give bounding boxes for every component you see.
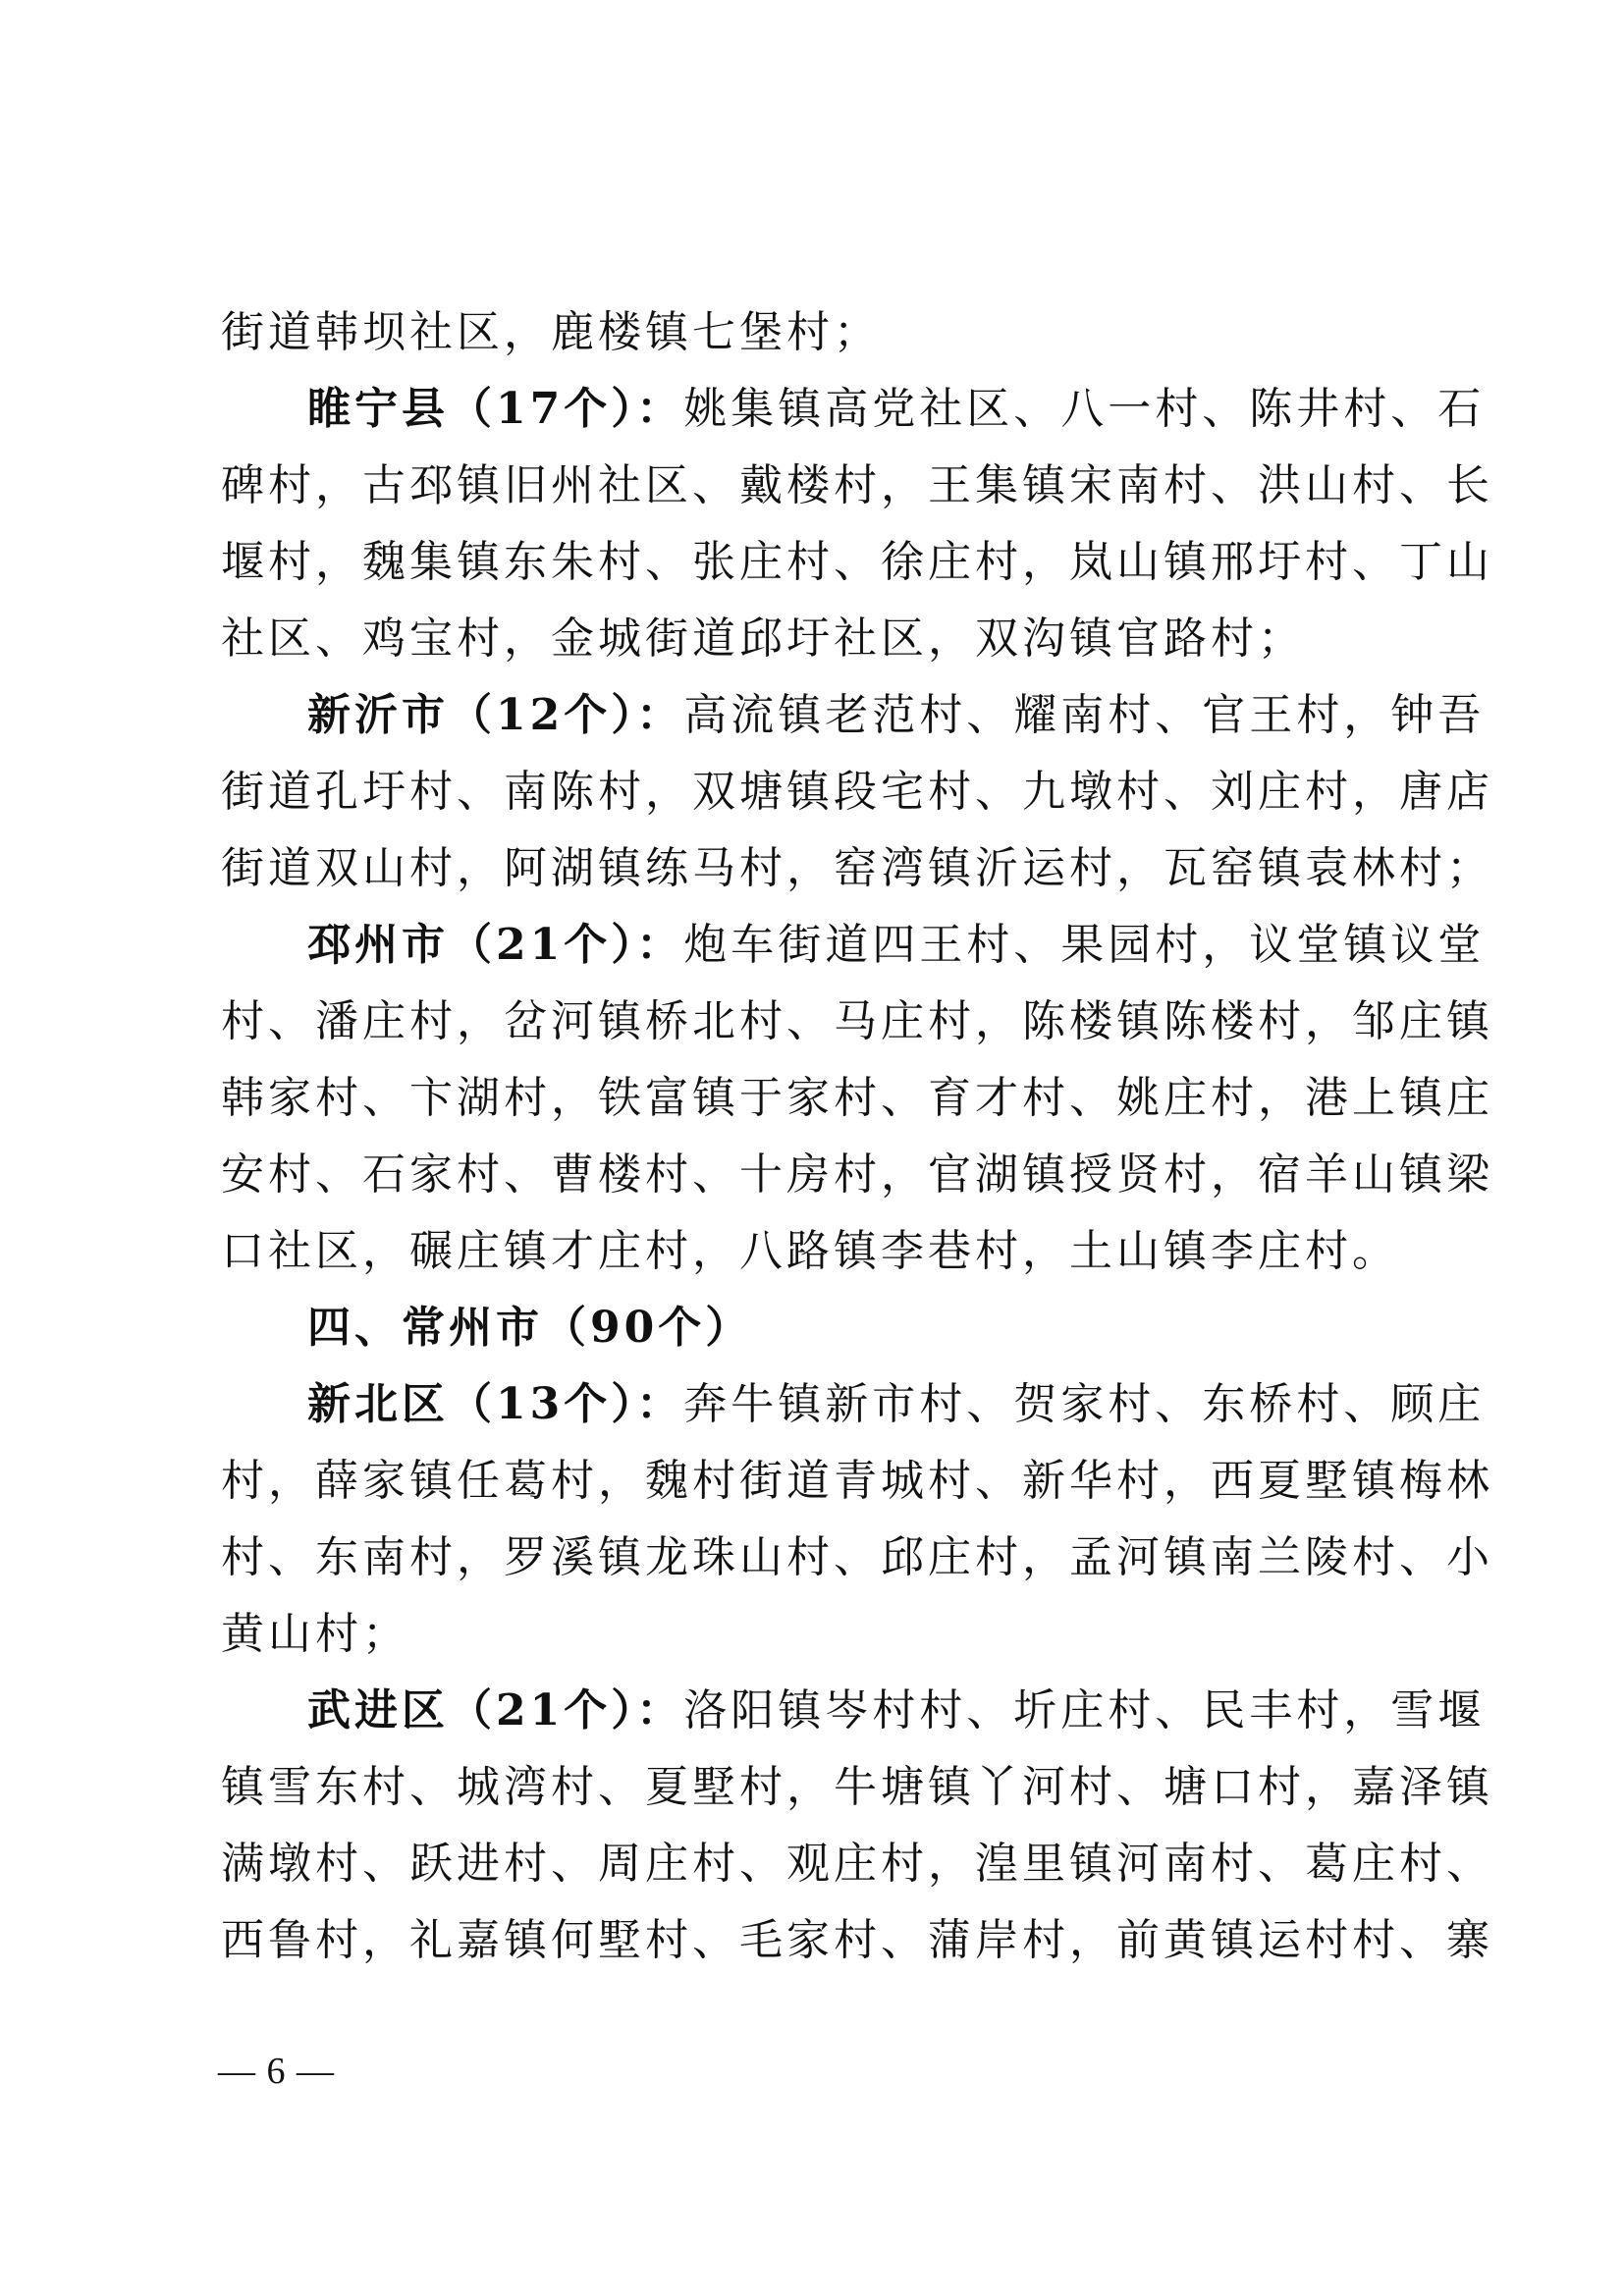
line-text: 炮车街道四王村、果园村，议堂镇议堂	[683, 920, 1486, 970]
text-line	[221, 754, 1493, 830]
paragraph-start-line	[221, 677, 1486, 754]
county-heading: 睢宁县（17个）：	[307, 384, 684, 434]
text-line	[221, 1060, 1493, 1137]
line-text: 村，薛家镇任葛村，魏村街道青城村、新华村，西夏墅镇梅林	[221, 1456, 1493, 1506]
text-line	[221, 1596, 1419, 1673]
paragraph-start-line	[221, 1673, 1486, 1749]
line-text: 镇雪东村、城湾村、夏墅村，牛塘镇丫河村、塘口村，嘉泽镇	[221, 1762, 1493, 1812]
text-line	[221, 524, 1493, 601]
county-heading: 邳州市（21个）：	[307, 920, 684, 970]
line-text: 奔牛镇新市村、贺家村、东桥村、顾庄	[683, 1379, 1486, 1429]
line-text: 洛阳镇岑村村、圻庄村、民丰村，雪堰	[683, 1685, 1486, 1735]
text-line	[221, 1749, 1493, 1826]
text-line	[221, 1443, 1493, 1520]
text-line	[221, 448, 1493, 524]
paragraph-start-line	[221, 1366, 1486, 1443]
paragraph-start-line	[221, 371, 1486, 448]
text-line	[221, 601, 1419, 677]
line-text: 安村、石家村、曹楼村、十房村，官湖镇授贤村，宿羊山镇梁	[221, 1149, 1493, 1200]
line-text: 街道韩坝社区，鹿楼镇七堡村；	[221, 307, 881, 357]
text-line	[221, 1213, 1419, 1290]
line-text: 堰村，魏集镇东朱村、张庄村、徐庄村，岚山镇邢圩村、丁山	[221, 537, 1493, 587]
district-heading: 新北区（13个）：	[307, 1379, 684, 1429]
text-line	[221, 1520, 1493, 1596]
page-number: — 6 —	[218, 2051, 335, 2092]
line-text: 姚集镇高党社区、八一村、陈井村、石	[683, 384, 1486, 434]
line-text: 高流镇老范村、耀南村、官王村，钟吾	[683, 690, 1486, 740]
district-heading: 武进区（21个）：	[307, 1685, 684, 1735]
paragraph-start-line	[221, 907, 1486, 984]
line-text: 碑村，古邳镇旧州社区、戴楼村，王集镇宋南村、洪山村、长	[221, 460, 1493, 510]
line-text: 黄山村；	[221, 1609, 409, 1659]
document-body	[221, 294, 1493, 1979]
line-text: 西鲁村，礼嘉镇何墅村、毛家村、蒲岸村，前黄镇运村村、寨	[221, 1915, 1493, 1965]
text-line	[221, 294, 1419, 371]
line-text: 村、潘庄村，岔河镇桥北村、马庄村，陈楼镇陈楼村，邹庄镇	[221, 996, 1493, 1046]
line-text: 韩家村、卞湖村，铁富镇于家村、育才村、姚庄村，港上镇庄	[221, 1073, 1493, 1123]
line-text: 满墩村、跃进村、周庄村、观庄村，湟里镇河南村、葛庄村、	[221, 1839, 1493, 1889]
line-text: 社区、鸡宝村，金城街道邱圩社区，双沟镇官路村；	[221, 614, 1305, 664]
text-line	[221, 1137, 1493, 1213]
line-text: 街道双山村，阿湖镇练马村，窑湾镇沂运村，瓦窑镇袁林村；	[221, 843, 1493, 893]
text-line	[221, 1826, 1493, 1902]
line-text: 口社区，碾庄镇才庄村，八路镇李巷村，土山镇李庄村。	[221, 1226, 1399, 1276]
section-heading-line	[221, 1290, 1419, 1366]
line-text: 街道孔圩村、南陈村，双塘镇段宅村、九墩村、刘庄村，唐店	[221, 767, 1493, 817]
text-line	[221, 1902, 1493, 1979]
county-heading: 新沂市（12个）：	[307, 690, 684, 740]
text-line	[221, 830, 1493, 907]
section-heading: 四、常州市（90个）	[307, 1303, 753, 1353]
line-text: 村、东南村，罗溪镇龙珠山村、邱庄村，孟河镇南兰陵村、小	[221, 1532, 1493, 1582]
text-line	[221, 984, 1493, 1060]
